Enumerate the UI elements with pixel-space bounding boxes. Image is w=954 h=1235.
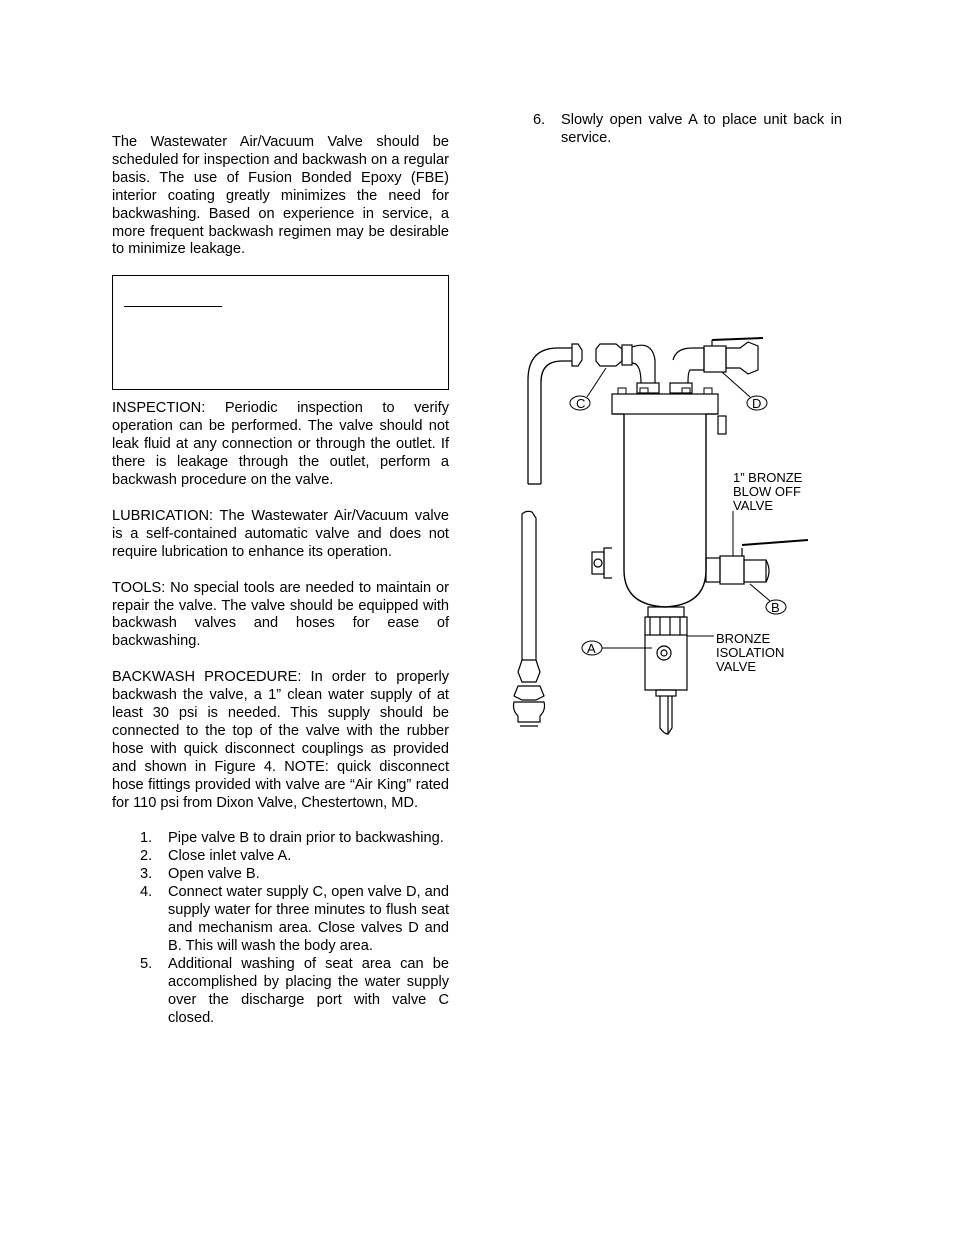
step-number: 4. [140, 884, 153, 901]
step-text: Open valve B. [168, 866, 260, 883]
step-item [112, 956, 449, 1028]
step-item [112, 866, 449, 884]
side-plug [718, 416, 726, 434]
callout-d-label: D [752, 396, 762, 411]
right-column [531, 112, 842, 148]
coupling-left [572, 344, 582, 366]
step-number: 5. [140, 955, 153, 972]
lubrication-paragraph: LUBRICATION: The Wastewater Air/Vacuum valve is a self-contained automatic valve and does not require lubrication to enhance its operation. [112, 507, 449, 560]
coupling-end [514, 702, 545, 722]
coupling-middle [596, 344, 622, 366]
lower-nipple [645, 617, 687, 635]
right-steps-list [531, 112, 842, 148]
step-item [112, 884, 449, 956]
step-text: Slowly open valve A to place unit back in service. [561, 112, 842, 146]
valve-b-body [720, 556, 744, 584]
step-number: 6. [533, 112, 546, 128]
blow-off-label-3: VALVE [733, 498, 773, 513]
step-number: 1. [140, 830, 153, 847]
valve-a-body [645, 635, 687, 690]
blow-off-label-2: BLOW OFF [733, 484, 801, 499]
valve-d-handle [712, 338, 763, 340]
valve-body [624, 414, 706, 607]
callout-a-label: A [587, 641, 596, 656]
isolation-label-3: VALVE [716, 659, 756, 674]
blow-off-label-1: 1” BRONZE [733, 470, 803, 485]
step-text: Pipe valve B to drain prior to backwashing. [168, 830, 444, 847]
isolation-label-2: ISOLATION [716, 645, 785, 660]
valve-backwash-figure [510, 330, 830, 740]
valve-a-stem [660, 696, 668, 734]
left-port [604, 548, 612, 578]
elbow-d [673, 348, 704, 383]
callout-c-label: C [576, 396, 586, 411]
top-flange [612, 394, 718, 414]
hose-upper-curve-inner [541, 361, 572, 484]
step-item [531, 112, 842, 148]
notice-box [112, 275, 449, 390]
valve-d-body [704, 346, 726, 372]
inspection-paragraph: INSPECTION: Periodic inspection to verify operation can be performed. The valve should not leak fluid at any connection or through the outlet. If there is leakage through the outlet, perform a backwash procedure on the valve. [112, 400, 449, 488]
valve-b-handle [742, 540, 808, 545]
tools-paragraph: TOOLS: No special tools are needed to maintain or repair the valve. The valve should be equipped with backwash valves and hoses for ease of backwashing. [112, 579, 449, 650]
step-item [112, 848, 449, 866]
step-text: Additional washing of seat area can be accomplished by placing the water supply over the discharge port with valve C closed. [168, 955, 449, 1026]
hose-upper-curve [528, 348, 572, 484]
step-text: Close inlet valve A. [168, 848, 292, 865]
backwash-steps-list [112, 830, 449, 1027]
backwash-paragraph: BACKWASH PROCEDURE: In order to properly backwash the valve, a 1” clean water supply of at least 30 psi is needed. This supply should be connected to the top of the valve with the rubber hose with quick disconnect couplings as provided and shown in Figure 4. NOTE: quick disconnect hose fittings provided with valve are “Air King” rated for 110 psi from Dixon Valve, Chestertown, MD. [112, 669, 449, 811]
hose-coupling [518, 660, 540, 682]
hose-lower [522, 511, 536, 660]
coupling-right [726, 342, 758, 374]
step-number: 3. [140, 866, 153, 883]
callout-b-label: B [771, 600, 780, 615]
notice-heading-rule [124, 306, 222, 307]
isolation-label-1: BRONZE [716, 631, 771, 646]
step-text: Connect water supply C, open valve D, and supply water for three minutes to flush seat and mechanism area. Close valves D and B. This will wash the body area. [168, 884, 449, 954]
step-item [112, 830, 449, 848]
left-column [112, 134, 449, 1027]
step-number: 2. [140, 848, 153, 865]
intro-paragraph: The Wastewater Air/Vacuum Valve should be scheduled for inspection and backwash on a regular basis. The use of Fusion Bonded Epoxy (FBE) interior coating greatly minimizes the need for backwashing. Based on experience in service, a more frequent backwash regimen may be desirable to minimize leakage. [112, 134, 449, 258]
